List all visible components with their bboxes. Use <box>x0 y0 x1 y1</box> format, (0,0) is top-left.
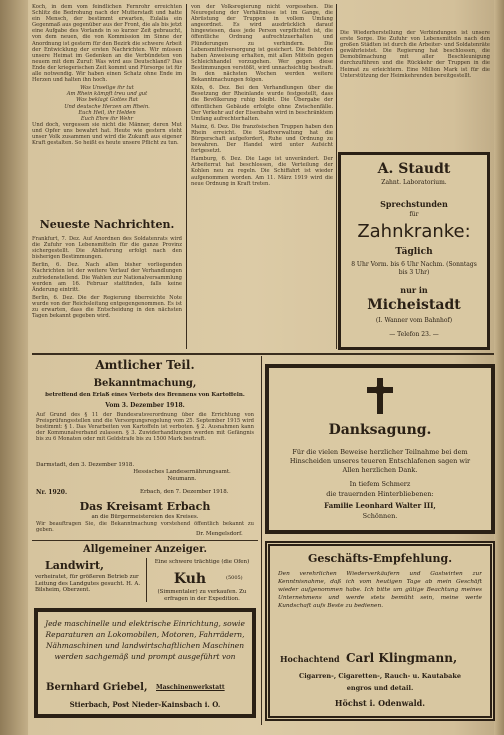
column-2-text: von der Volksregierung nicht vorgesehen. Die Neuregelung der Verhältnisse ist im Gange, die Abrüstung der Truppen in vollem Umfang angeordnet. Es wird ausdrücklich darauf hingewiesen, dass jede Person verpflichtet ist, die öffentliche Ordnung aufrechtzuerhalten und Plünderungen zu verhindern. Die Lebensmittelversorgung ist gesichert. Die Behörden haben Anweisung erhalten, mit allen Mitteln gegen Schleichhandel vorzugehen. Wer gegen diese Bestimmungen verstößt, wird unnachsichtig bestraft. In den nächsten Wochen werden weitere Bekanntmachungen folgen. <box>191 4 333 84</box>
cow-top: Eine schwere trächtige (die Ofen) <box>154 559 250 565</box>
ad-divider <box>146 558 147 602</box>
column-2-para: Mainz, 6. Dez. Die französischen Truppen haben den Rhein erreicht. Die Stadtverwaltung hat die Bürgerschaft aufgefordert, Ruhe und Ordnung zu bewahren. Der Handel wird unter Aufsicht fortgesetzt. <box>191 123 333 155</box>
office-signer: Dr. Mengelsdorf. <box>196 531 243 537</box>
announcement-subtitle: betreffend den Erlaß eines Verbots des Brennens von Kartoffeln. <box>45 392 245 398</box>
dentist-ad <box>338 152 490 350</box>
farmer-body: verheiratet, für größeren Betrieb zur Leitung des Landgutes gesucht. H. A. Bilsheim, Oberzent. <box>35 574 141 594</box>
family-place: Schönnen. <box>362 512 398 520</box>
column-divider <box>186 4 187 349</box>
thanks-title: Danksagung. <box>328 422 432 438</box>
announcement-title: Bekanntmachung, <box>93 378 197 389</box>
section-rule <box>32 540 258 541</box>
dentist-name: A. Staudt <box>377 161 451 177</box>
column-1-text: Koch, in dem vom feindlichen Fernrohr erreichten Schlitz die Bedrohung nach der Mutterstadt und hatte ein Mensch, der bestimmt erwarten, Eulalia ein Gegenmaß aus gegenüber aus der Front, die als bis jetzt eine Aufgabe des Vorlands in so kurzer Zeit gebraucht, von dem neuen, die von Kommission im Sinne der Anordnung ist gestern für den Bezirk die schwere Arbeit der Entwicklung der ersten Nachrichten. Wir müssen unsere Heimat im Gedenken an die Verbündeten von neuem mit dem Zuruf: Was wird aus Deutschland? Das Ende der kriegerischen Zeit kommt und Fürsorge ist für alle notwendig. Wir haben einen Schatz ohne Ende im Herzen und halten ihn hoch. <box>32 4 182 84</box>
daily-label: Täglich <box>395 247 433 257</box>
cross-icon <box>362 376 398 416</box>
section-rule <box>32 353 494 355</box>
phone-number: — Telefon 23. — <box>389 331 439 338</box>
column-1-text-end: Und doch, vergessen sie nicht die Männer, deren Mut und Opfer uns bewahrt hat. Heute wie gestern steht unser Volk zusammen und wird die Zukunft aus eigener Kraft gestalten. So heißt es heute unsere Pflicht zu tun. <box>32 121 182 147</box>
general-ads-heading: Allgemeiner Anzeiger. <box>83 544 207 555</box>
business-ad <box>265 541 495 721</box>
farmer-title: Landwirt, <box>45 559 104 572</box>
repair-trade: Maschinenwerkstatt <box>156 684 225 691</box>
poem-line: Was beklagt Gottes Rat <box>76 97 138 104</box>
news-item: Frankfurt, 7. Dez. Auf Anordnen des Soldatenrats wird die Zufuhr von Lebensmitteln für die ganze Provinz sichergestellt. Die Ablieferung erfolgt nach den bisherigen Bestimmungen. <box>32 236 182 261</box>
business-owner: Carl Klingmann, <box>346 651 458 665</box>
poem-line: Euch Heil, ihr Helden <box>78 109 136 116</box>
column-divider <box>336 4 337 349</box>
only-in-label: nur in <box>400 285 428 295</box>
town-name: Micheistadt <box>367 297 461 313</box>
announcement-body: Auf Grund des § 11 der Bundesratsverordnung über die Errichtung von Preisprüfungsstellen und die Versorgungsregelung vom 25. September 1915 wird bestimmt: § 1. Das Verarbeiten von Kartoffeln ist verboten. § 2. Ausnahmen kann der Kommunalverband zulassen. § 3. Zuwiderhandlungen werden mit Gefängnis bis zu 6 Monaten oder mit Geldstrafe bis zu 1500 Mark bestraft. <box>36 412 254 443</box>
official-section-heading: Amtlicher Teil. <box>95 358 195 372</box>
column-2-article <box>191 4 333 349</box>
column-2-para: Köln, 6. Dez. Bei den Verhandlungen über die Besetzung der Rheinlande wurde festgestellt, dass die Bevölkerung ruhig bleibt. Die Übergabe der öffentlichen Gebäude erfolgte ohne Zwischenfälle. Der Verkehr auf der Eisenbahn wird in beschränktem Umfang aufrechterhalten. <box>191 85 333 122</box>
address-note: (I. Wanner vom Bahnhof) <box>375 317 453 324</box>
for-label: für <box>409 211 419 218</box>
repair-ad <box>34 608 256 718</box>
repair-text: Jede maschinelle und elektrische Einrichtung, sowie Reparaturen an Lokomobilen, Motoren, Fahrrädern, Nähmaschinen und landwirtschaftlichen Maschinen werden sachgemäß und prompt ausgeführt von <box>45 619 245 661</box>
news-item: Berlin, 6. Dez. Die der Regierung überreichte Note wurde von der Reichsleitung entgegengenommen. Es ist zu erwarten, dass die Entscheidung in den nächsten Tagen bekannt gegeben wird. <box>32 294 182 320</box>
column-3-article <box>340 30 490 140</box>
announcement-signer: Neumann. <box>167 476 197 482</box>
poem-line: Was Unselige ihr tut <box>80 85 134 92</box>
left-page-edge <box>0 0 28 735</box>
office-name: Das Kreisamt Erbach <box>79 500 211 513</box>
poem-line: Am Rhein kämpft treu und gut <box>66 91 148 98</box>
section-title-news: Neueste Nachrichten. <box>39 218 175 231</box>
news-item: Berlin, 6. Dez. Nach allen bisher vorliegenden Nachrichten ist der weitere Verlauf der Verhandlungen zufriedenstellend. Die Wahlen zur Nationalversammlung werden am 16. Februar stattfinden, falls keine Änderung eintritt. <box>32 262 182 293</box>
thanks-line: In tiefem Schmerz <box>349 480 411 488</box>
family-name: Familie Leonhard Walter III, <box>324 501 436 510</box>
zahnkranke-title: Zahnkranke: <box>357 221 471 242</box>
business-greeting: Hochachtend <box>280 654 340 664</box>
office-body: Wir beauftragen Sie, die Bekanntmachung vorstehend öffentlich bekannt zu geben. <box>36 521 254 534</box>
farmer-ad <box>34 558 144 604</box>
column-1-article <box>32 4 182 154</box>
office-place-date: Erbach, den 7. Dezember 1918. <box>140 489 229 495</box>
announcement-place-date: Darmstadt, den 3. Dezember 1918. <box>36 462 135 468</box>
poem-line: Euch Ehre ihr Wehr <box>80 115 134 122</box>
thanks-body: Für die vielen Beweise herzlicher Teilnahme bei dem Hinscheiden unseres teueren Entschlafenen sagen wir Allen herzlichen Dank. <box>289 448 471 474</box>
announcement-authority: Hessisches Landesernährungsamt. <box>133 469 231 475</box>
business-town: Höchst i. Odenwald. <box>334 698 426 708</box>
column-3-text: Die Wiederherstellung der Verbindungen ist unsere erste Sorge. Die Zufuhr von Lebensmitteln nach den großen Städten ist durch die Arbeiter- und Soldatenräte gewährleistet. Die Regierung hat beschlossen, die Demobilmachung mit aller Beschleunigung durchzuführen und die Rückkehr der Truppen in die Heimat zu erleichtern. Eine Million Mark ist für die Unterstützung der Heimkehrenden bereitgestellt. <box>340 30 490 79</box>
office-times: 8 Uhr Vorm. bis 6 Uhr Nachm. (Sonntags bis 3 Uhr) <box>351 261 477 276</box>
column-divider <box>261 540 262 725</box>
poem <box>32 85 182 122</box>
reference-number: Nr. 1920. <box>36 489 68 496</box>
right-page-edge <box>494 0 504 735</box>
hours-label: Sprechstunden <box>380 199 448 209</box>
dentist-subtitle: Zahnt. Laboratorium. <box>381 179 447 186</box>
news-items <box>32 236 182 346</box>
cow-body: (Simmentaler) zu verkaufen. Zu erfragen in der Expedition. <box>157 589 247 602</box>
thanks-line: die trauernden Hinterbliebenen: <box>326 490 434 498</box>
business-goods: Cigarren-, Cigaretten-, Rauch- u. Kautabake <box>299 672 461 680</box>
business-mode: engros und detail. <box>346 684 414 692</box>
cow-ad <box>149 558 257 604</box>
cow-title: Kuh <box>173 571 207 587</box>
thanks-notice <box>265 364 495 534</box>
office-recipients: an die Bürgermeistereien des Kreises. <box>91 514 199 520</box>
column-divider <box>261 356 262 542</box>
announcement-date: Vom 3. Dezember 1918. <box>105 402 185 409</box>
business-body: Den verehrlichen Wiederverkäufern und Gastwirten zur Kenntnisnahme, daß ich vom heutigen Tage ab mein Geschäft wieder aufgenommen habe. Ich bitte um gütige Beachtung meines Unternehmens und werde stets bemüht sein, meine werte Kundschaft aufs Beste zu bedienen. <box>278 571 482 609</box>
repair-address: Stierbach, Post Nieder-Kainsbach i. O. <box>69 700 221 709</box>
repair-owner: Bernhard Griebel, <box>46 682 148 693</box>
business-title: Geschäfts-Empfehlung. <box>307 552 453 565</box>
column-2-para: Hamburg, 6. Dez. Die Lage ist unverändert. Der Arbeiterrat hat beschlossen, die Verteilung der Kohlen neu zu regeln. Die Schiffahrt ist wieder aufgenommen worden. Am 11. März 1919 wird die neue Ordnung in Kraft treten. <box>191 156 333 187</box>
poem-line: Und deutsche Herzen am Rhein. <box>64 103 150 110</box>
cow-ad-number: (5005) <box>226 575 243 581</box>
